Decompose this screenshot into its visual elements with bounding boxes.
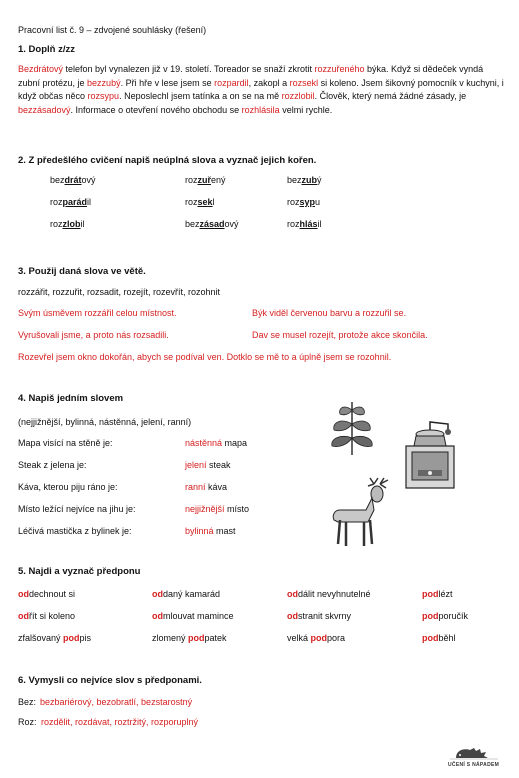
text-segment: stranit skvrny xyxy=(298,611,352,621)
text-segment: roz xyxy=(185,175,198,185)
highlighted-segment: syp xyxy=(299,197,316,207)
s4-answer xyxy=(185,525,236,537)
s4-question: Léčivá mastička z bylinek je: xyxy=(18,526,132,536)
text-segment: roz xyxy=(50,219,63,229)
s4-heading: 4. Napiš jedním slovem xyxy=(18,393,124,404)
text-segment: roz xyxy=(50,197,63,207)
s5-heading: 5. Najdi a vyznač předponu xyxy=(18,566,141,577)
text-segment: běhl xyxy=(438,633,456,643)
root-word xyxy=(287,174,322,186)
prefix-word xyxy=(18,588,75,600)
text-segment: řít si koleno xyxy=(29,611,76,621)
text-segment: bezzásadový xyxy=(18,104,71,115)
text-segment: . Informace o otevření nového obchodu se xyxy=(70,104,242,115)
text-segment: dálit nevyhnutelné xyxy=(298,589,371,599)
text-segment: ý xyxy=(317,175,322,185)
prefix-word xyxy=(422,610,468,622)
highlighted-segment: od xyxy=(152,611,163,621)
highlighted-segment: pod xyxy=(422,589,439,599)
text-segment: il xyxy=(87,197,92,207)
text-segment: bez xyxy=(185,219,200,229)
text-segment: rozzuřeného xyxy=(314,64,365,74)
text-segment: u xyxy=(315,197,321,207)
text-segment: daný kamarád xyxy=(163,589,221,599)
text-segment: telefon byl vynalezen již v 19. století. Toreador se snaží zkrotit xyxy=(63,64,315,74)
s4-answer-noun: mapa xyxy=(222,438,248,448)
s3-heading: 3. Použij daná slova ve větě. xyxy=(18,266,146,277)
root-word xyxy=(50,174,96,186)
s3-wordlist: rozzářit, rozzuřit, rozsadit, rozejít, rozevřít, rozohnit xyxy=(18,287,221,297)
text-segment: rozhlásila xyxy=(241,104,280,115)
text-segment: pis xyxy=(79,633,92,643)
prefix-word xyxy=(287,588,371,600)
text-segment: velmi rychle. xyxy=(279,104,333,115)
prefix-word xyxy=(287,610,351,622)
s6-row-text: bezbariérový, bezobratlí, bezstarostný xyxy=(40,697,193,707)
text-segment: bezzubý xyxy=(87,77,121,88)
text-segment: mlouvat mamince xyxy=(163,611,234,621)
root-word xyxy=(185,174,226,186)
s4-answer-noun: mast xyxy=(213,526,236,536)
highlighted-segment: zuř xyxy=(197,175,212,185)
text-segment: , zakopl a xyxy=(248,77,290,88)
s3-sentence: Svým úsměvem rozzářil celou místnost. xyxy=(18,308,177,318)
s4-answer xyxy=(185,437,247,449)
root-word xyxy=(185,218,239,230)
root-word xyxy=(50,196,91,208)
highlighted-segment: od xyxy=(18,611,29,621)
prefix-word xyxy=(422,588,453,600)
highlighted-segment: od xyxy=(152,589,163,599)
page-title: Pracovní list č. 9 – zdvojené souhlásky (řešení) xyxy=(18,25,207,35)
s1-paragraph xyxy=(18,63,506,117)
s6-row-text: rozdělit, rozdávat, roztržitý, rozporuplný xyxy=(41,717,199,727)
highlighted-segment: pod xyxy=(188,633,205,643)
s2-heading: 2. Z předešlého cvičení napiš neúplná slova a vyznač jejich kořen. xyxy=(18,155,317,166)
highlighted-segment: zub xyxy=(301,175,318,185)
hedgehog-icon xyxy=(448,746,500,760)
highlighted-segment: sek xyxy=(197,197,213,207)
text-segment: býka. Když si dědeček vyndá zubní protézu, je xyxy=(18,64,484,88)
text-segment: il xyxy=(80,219,85,229)
s6-heading: 6. Vymysli co nejvíce slov s předponami. xyxy=(18,675,202,686)
text-segment: ový xyxy=(224,219,239,229)
text-segment: lézt xyxy=(438,589,453,599)
s4-answer-noun: káva xyxy=(205,482,228,492)
prefix-word xyxy=(18,632,91,644)
s4-answer-adjective: bylinná xyxy=(185,526,214,536)
highlighted-segment: od xyxy=(287,611,298,621)
text-segment: rozzlobil xyxy=(281,91,315,102)
highlighted-segment: drát xyxy=(64,175,82,185)
s4-wordlist: (nejjižnější, bylinná, nástěnná, jelení, ranní) xyxy=(18,417,192,427)
text-segment: roz xyxy=(287,219,300,229)
root-word xyxy=(50,218,85,230)
s4-question: Místo ležící nejvíce na jihu je: xyxy=(18,504,136,514)
highlighted-segment: zlob xyxy=(62,219,81,229)
s3-sentence: Dav se musel rozejít, protože akce skončila. xyxy=(252,330,428,340)
s4-answer-adjective: nejjižnější xyxy=(185,504,225,514)
root-word xyxy=(185,196,215,208)
text-segment: zfalšovaný xyxy=(18,633,64,643)
text-segment: l xyxy=(212,197,215,207)
s6-row-label: Bez: xyxy=(18,697,37,707)
text-segment: poručík xyxy=(438,611,469,621)
text-segment: roz xyxy=(185,197,198,207)
herb-plant-illustration xyxy=(326,398,378,456)
highlighted-segment: zásad xyxy=(199,219,225,229)
text-segment: il xyxy=(317,219,322,229)
s4-answer xyxy=(185,459,231,471)
text-segment: rozsypu xyxy=(87,91,120,102)
prefix-word xyxy=(152,610,234,622)
s4-answer-noun: místo xyxy=(224,504,250,514)
text-segment: rozsekl xyxy=(289,77,319,88)
s4-answer xyxy=(185,503,249,515)
text-segment: velká xyxy=(287,633,311,643)
s3-sentence: Vyrušovali jsme, a proto nás rozsadili. xyxy=(18,330,169,340)
text-segment: bez xyxy=(287,175,302,185)
s4-answer xyxy=(185,481,227,493)
prefix-word xyxy=(152,588,220,600)
s4-question: Steak z jelena je: xyxy=(18,460,87,470)
highlighted-segment: pod xyxy=(310,633,328,643)
root-word xyxy=(287,196,320,208)
s3-sentence: Rozevřel jsem okno dokořán, abych se podíval ven. Dotklo se mě to a úplně jsem se rozohnil. xyxy=(18,352,392,362)
prefix-word xyxy=(287,632,345,644)
s6-row-label: Roz: xyxy=(18,717,37,727)
s4-question: Káva, kterou piju ráno je: xyxy=(18,482,118,492)
highlighted-segment: hlás xyxy=(299,219,318,229)
text-segment: . Člověk, který nemá žádné zásady, je xyxy=(314,91,467,102)
s4-question: Mapa visící na stěně je: xyxy=(18,438,113,448)
s4-answer-adjective: ranní xyxy=(185,482,206,492)
text-segment: ový xyxy=(81,175,96,185)
prefix-word xyxy=(422,632,456,644)
highlighted-segment: pod xyxy=(422,611,439,621)
text-segment: . Neposlechl jsem tatínka a on se na mě xyxy=(119,91,282,102)
text-segment: patek xyxy=(204,633,227,643)
highlighted-segment: parád xyxy=(62,197,88,207)
text-segment: pora xyxy=(327,633,346,643)
prefix-word xyxy=(18,610,75,622)
text-segment: . Při hře v lese jsem se xyxy=(120,77,215,88)
text-segment: roz xyxy=(287,197,300,207)
highlighted-segment: od xyxy=(287,589,298,599)
brand-logo-text: UČENÍ S NÁPADEM xyxy=(448,762,500,768)
text-segment: rozpardil xyxy=(214,77,249,88)
s4-answer-adjective: jelení xyxy=(185,460,207,470)
highlighted-segment: pod xyxy=(63,633,80,643)
s1-heading: 1. Doplň z/zz xyxy=(18,44,75,55)
root-word xyxy=(287,218,322,230)
coffee-grinder-illustration xyxy=(400,420,460,492)
highlighted-segment: od xyxy=(18,589,29,599)
s3-sentence: Býk viděl červenou barvu a rozzuřil se. xyxy=(252,308,407,318)
text-segment: dechnout si xyxy=(29,589,76,599)
text-segment: zlomený xyxy=(152,633,189,643)
s4-answer-adjective: nástěnná xyxy=(185,438,223,448)
text-segment: bez xyxy=(50,175,65,185)
highlighted-segment: pod xyxy=(422,633,439,643)
text-segment: si koleno. Jsem šikovný pomocník v kuchyni, i když občas něco xyxy=(18,77,504,102)
brand-logo xyxy=(448,746,500,770)
s4-answer-noun: steak xyxy=(206,460,231,470)
deer-illustration xyxy=(328,476,394,548)
prefix-word xyxy=(152,632,227,644)
text-segment: Bezdrátový xyxy=(18,64,64,74)
text-segment: ený xyxy=(211,175,226,185)
